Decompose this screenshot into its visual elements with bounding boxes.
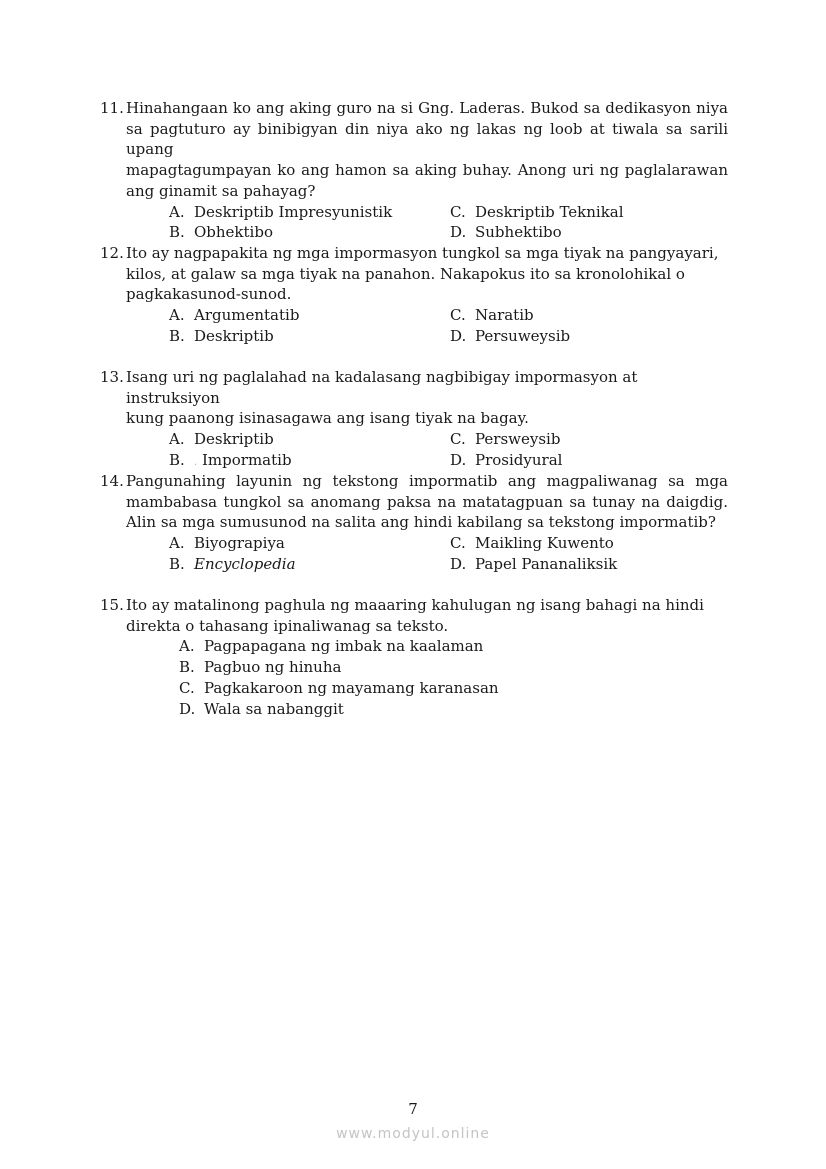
choice-letter: D.	[450, 450, 467, 469]
choice-a[interactable]	[169, 429, 274, 450]
choice-letter: A.	[179, 637, 195, 656]
question-number: 14.	[100, 472, 124, 490]
question-line: ang ginamit sa pahayag?	[126, 181, 316, 200]
choice-letter: B.	[169, 554, 185, 573]
choice-text: Encyclopedia	[194, 554, 296, 573]
question-14	[100, 471, 728, 575]
question-number: 13.	[100, 368, 124, 386]
question-number: 11.	[100, 99, 124, 117]
choice-text: Pagbuo ng hinuha	[204, 658, 342, 677]
choice-letter: C.	[450, 306, 466, 325]
choice-text: Deskriptib Impresyunistik	[194, 202, 393, 221]
choices	[169, 533, 728, 574]
question-line: sa pagtuturo ay binibigyan din niya ako ng lakas ng loob at tiwala sa sarili upang	[126, 119, 728, 159]
choice-text: Subhektibo	[475, 223, 562, 242]
choice-letter: B.	[169, 326, 185, 345]
question-text	[126, 98, 728, 202]
choice-d[interactable]	[450, 326, 570, 347]
choice-letter: C.	[450, 202, 466, 221]
choice-text: Biyograpiya	[194, 534, 285, 553]
choice-b[interactable]	[169, 326, 274, 347]
choice-b[interactable]	[169, 222, 273, 243]
question-number: 15.	[100, 596, 124, 614]
page-number: 7	[408, 1100, 418, 1118]
choice-text: Pagkakaroon ng mayamang karanasan	[204, 678, 499, 697]
choices	[179, 636, 728, 719]
question-line: direkta o tahasang ipinaliwanag sa teksto.	[126, 616, 449, 635]
question-11	[100, 98, 728, 243]
choice-d[interactable]	[179, 699, 728, 720]
choice-d[interactable]	[450, 222, 562, 243]
question-line: Ito ay nagpapakita ng mga impormasyon tungkol sa mga tiyak na pangyayari,	[126, 244, 719, 262]
choice-c[interactable]	[450, 429, 560, 450]
choice-text: Deskriptib	[194, 326, 274, 345]
choice-b[interactable]	[179, 657, 728, 678]
choice-text: Persuweysib	[475, 326, 571, 345]
choice-letter: A.	[169, 202, 185, 221]
choice-letter: B.	[179, 658, 195, 677]
choice-letter: D.	[450, 223, 467, 242]
choice-text: Maikling Kuwento	[475, 534, 614, 553]
choice-b[interactable]	[169, 450, 292, 474]
choice-a[interactable]	[169, 202, 392, 223]
choice-b[interactable]	[169, 554, 296, 575]
question-line: mapagtagumpayan ko ang hamon sa aking buhay. Anong uri ng paglalarawan	[126, 161, 728, 180]
question-line: kung paanong isinasagawa ang isang tiyak na bagay.	[126, 409, 529, 428]
choice-text: Pagpapagana ng imbak na kaalaman	[204, 637, 484, 656]
choice-a[interactable]	[169, 305, 299, 326]
question-text	[126, 367, 728, 429]
choice-letter: C.	[450, 430, 466, 449]
choice-text: Papel Pananaliksik	[475, 554, 618, 573]
question-line: kilos, at galaw sa mga tiyak na panahon. Nakapokus ito sa kronolohikal o	[126, 264, 685, 283]
question-13	[100, 367, 728, 471]
choice-c[interactable]	[450, 305, 534, 326]
choice-a[interactable]	[179, 636, 728, 657]
question-number: 12.	[100, 244, 124, 262]
choice-text: Wala sa nabanggit	[204, 699, 344, 718]
choice-letter: D.	[450, 554, 467, 573]
question-line: Ito ay matalinong paghula ng maaaring kahulugan ng isang bahagi na hindi	[126, 596, 704, 614]
stray-mark: .	[194, 456, 198, 468]
question-text	[126, 471, 728, 533]
choices	[169, 429, 728, 470]
choices	[169, 305, 728, 346]
choice-letter: B.	[169, 223, 185, 242]
choice-letter: A.	[169, 430, 185, 449]
choice-text: Obhektibo	[194, 223, 273, 242]
question-line: Pangunahing layunin ng tekstong impormatib ang magpaliwanag sa mga	[126, 472, 728, 490]
choice-text: Argumentatib	[194, 306, 300, 325]
question-line: Alin sa mga sumusunod na salita ang hindi kabilang sa tekstong impormatib?	[126, 513, 716, 532]
question-12	[100, 243, 728, 347]
choice-letter: C.	[450, 534, 466, 553]
question-15	[100, 595, 728, 719]
choice-text: Deskriptib Teknikal	[475, 202, 624, 221]
choice-letter: C.	[179, 678, 195, 697]
choice-text: Impormatib	[202, 450, 292, 469]
choice-letter: A.	[169, 306, 185, 325]
choice-d[interactable]	[450, 450, 562, 471]
question-text	[126, 243, 728, 305]
choices	[169, 202, 728, 243]
question-line: pagkakasunod-sunod.	[126, 285, 292, 304]
question-line: mambabasa tungkol sa anomang paksa na matatagpuan sa tunay na daigdig.	[126, 492, 728, 511]
choice-c[interactable]	[450, 202, 624, 223]
choice-letter: B.	[169, 450, 185, 469]
watermark: www.modyul.online	[336, 1126, 490, 1142]
choice-text: Persweysib	[475, 430, 561, 449]
choice-letter: D.	[450, 326, 467, 345]
choice-c[interactable]	[179, 678, 728, 699]
choice-a[interactable]	[169, 533, 285, 554]
choice-letter: A.	[169, 534, 185, 553]
question-text	[126, 595, 728, 636]
choice-text: Prosidyural	[475, 450, 563, 469]
choice-c[interactable]	[450, 533, 614, 554]
question-line: Isang uri ng paglalahad na kadalasang nagbibigay impormasyon at instruksiyon	[126, 368, 638, 407]
choice-text: Naratib	[475, 306, 534, 325]
question-line: Hinahangaan ko ang aking guro na si Gng. Laderas. Bukod sa dedikasyon niya	[126, 99, 728, 117]
choice-d[interactable]	[450, 554, 617, 575]
choice-letter: D.	[179, 699, 196, 718]
choice-text: Deskriptib	[194, 430, 274, 449]
